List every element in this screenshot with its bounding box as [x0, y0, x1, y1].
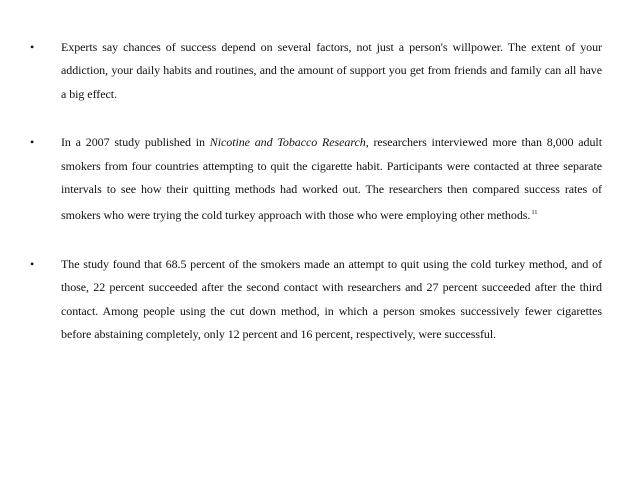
bullet-text: The study found that 68.5 percent of the smokers made an attempt to quit using the cold turkey method, and of those, 22 percent succeeded after the second contact with researchers and 27 percent succeeded after the third contact. Among people using the cut down method, in which a person smokes successively fewer cigarettes before abstaining completely, only 12 percent and 16 percent, respectively, were successful.	[61, 256, 602, 342]
bullet-text-start: In a 2007 study published in	[61, 135, 210, 150]
journal-title: Nicotine and Tobacco Research	[209, 135, 366, 150]
bullet-item-study	[30, 131, 602, 228]
bullet-item-results	[30, 253, 602, 347]
bullet-text: Experts say chances of success depend on several factors, not just a person's willpower. The extent of your addiction, your daily habits and routines, and the amount of support you get from friends and family can all have a big effect.	[61, 40, 602, 101]
bullet-icon: •	[30, 256, 35, 271]
bullet-item-factors	[30, 36, 602, 106]
bullet-icon: •	[30, 40, 35, 54]
bullet-text-end: , researchers interviewed more than 8,000 adult smokers from four countries attempting to quit the cigarette habit. Participants were contacted at three separate intervals to see how their quitting methods had worked out. The researchers then compared success rates of smokers who were trying the cold turkey approach with those who were employing other methods.	[61, 135, 602, 223]
citation-superscript: 11	[531, 209, 538, 217]
bullet-list	[30, 36, 602, 371]
bullet-icon: •	[30, 135, 35, 150]
